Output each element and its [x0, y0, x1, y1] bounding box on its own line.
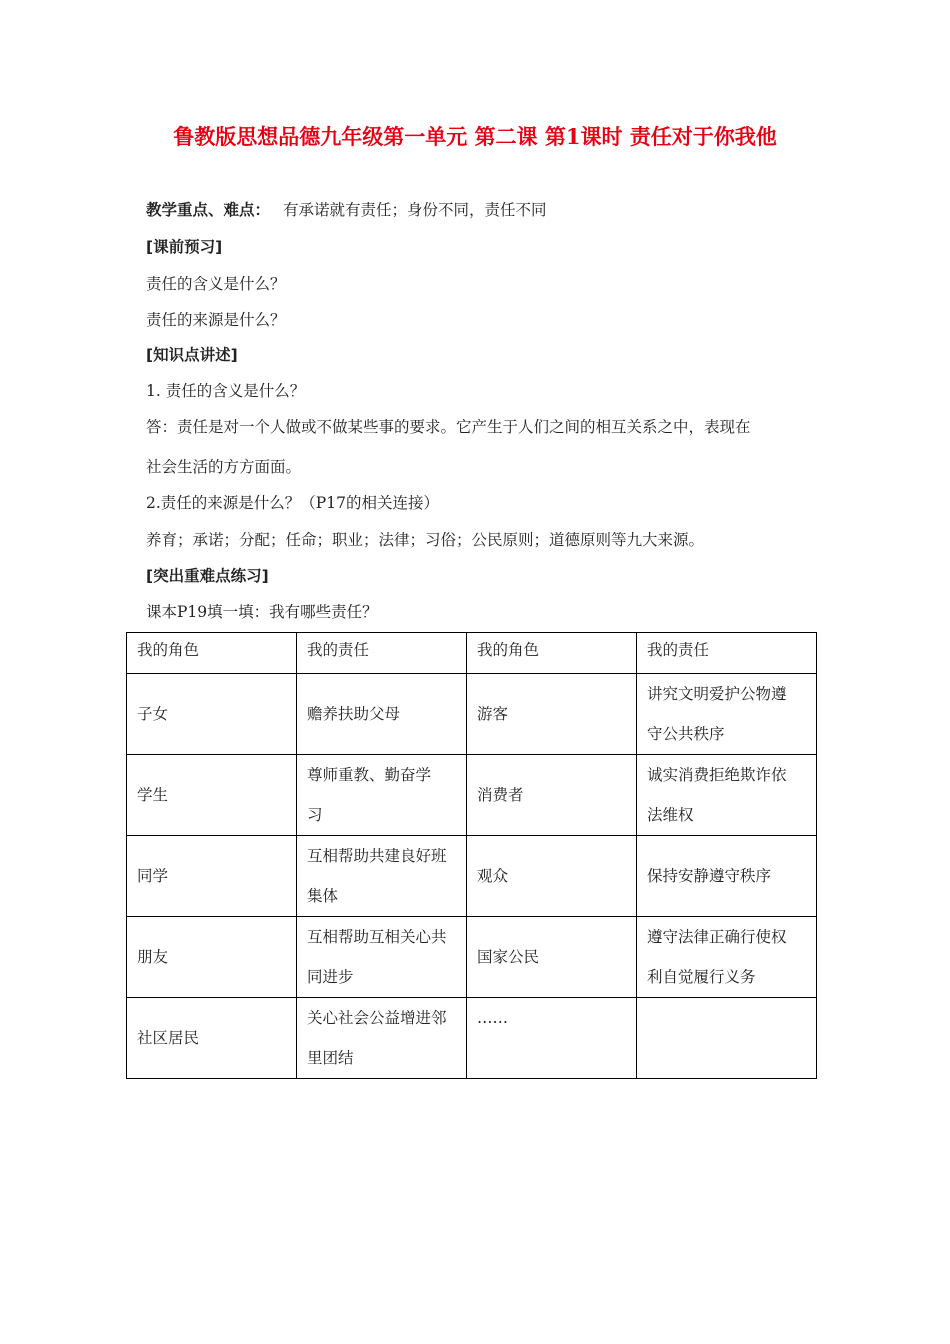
preview-question-2: 责任的来源是什么？ — [146, 311, 286, 329]
table-cell — [637, 755, 817, 836]
cell-line: 遵守法律正确行使权 — [647, 928, 787, 946]
cell-line: …… — [477, 1009, 508, 1027]
preview-question-1: 责任的含义是什么？ — [146, 275, 286, 293]
cell-line: 国家公民 — [477, 948, 540, 966]
table-cell — [127, 755, 297, 836]
knowledge-heading: [知识点讲述] — [146, 346, 238, 364]
cell-line: 关心社会公益增进邻 — [307, 1009, 447, 1027]
table-cell — [297, 674, 467, 755]
cell-line: 朋友 — [137, 948, 169, 966]
table-cell — [297, 755, 467, 836]
cell-line: 里团结 — [307, 1049, 354, 1067]
table-header-row — [127, 633, 817, 674]
table-cell — [637, 836, 817, 917]
document-title: 鲁教版思想品德九年级第一单元 第二课 第1课时 责任对于你我他 — [173, 124, 777, 149]
focus-label: 教学重点、难点： — [146, 201, 271, 219]
knowledge-question-1: 1. 责任的含义是什么？ — [146, 382, 306, 400]
cell-line: 学生 — [137, 786, 169, 804]
table-cell — [467, 755, 637, 836]
cell-line: 利自觉履行义务 — [647, 968, 756, 986]
table-cell — [297, 998, 467, 1079]
table-cell — [127, 917, 297, 998]
table-row — [127, 836, 817, 917]
focus-line — [146, 199, 546, 221]
cell-line: 同学 — [137, 867, 169, 885]
table-cell — [467, 998, 637, 1079]
cell-line: 消费者 — [477, 786, 524, 804]
knowledge-question-2: 2.责任的来源是什么？（P17的相关连接） — [146, 494, 439, 512]
table-cell — [467, 917, 637, 998]
cell-line: 赡养扶助父母 — [307, 705, 401, 723]
cell-line: 互相帮助互相关心共 — [307, 928, 447, 946]
table-row — [127, 674, 817, 755]
table-cell — [297, 836, 467, 917]
header-cell-responsibility: 我的责任 — [297, 633, 467, 674]
table-row — [127, 998, 817, 1079]
cell-line: 守公共秩序 — [647, 725, 725, 743]
table-row — [127, 917, 817, 998]
cell-line: 习 — [307, 806, 323, 824]
practice-heading: [突出重难点练习] — [146, 567, 269, 585]
cell-line: 同进步 — [307, 968, 354, 986]
cell-line: 游客 — [477, 705, 509, 723]
focus-text: 有承诺就有责任；身份不同，责任不同 — [282, 201, 547, 219]
header-cell-role: 我的角色 — [467, 633, 637, 674]
table-cell — [637, 917, 817, 998]
cell-line: 法维权 — [647, 806, 694, 824]
knowledge-answer-1-line-1: 答：责任是对一个人做或不做某些事的要求。它产生于人们之间的相互关系之中，表现在 — [146, 418, 751, 436]
practice-intro: 课本P19填一填：我有哪些责任？ — [146, 603, 378, 621]
cell-line: 社区居民 — [137, 1029, 200, 1047]
table-cell — [637, 998, 817, 1079]
cell-line: 尊师重教、勤奋学 — [307, 766, 432, 784]
cell-line: 集体 — [307, 887, 339, 905]
table-cell — [127, 998, 297, 1079]
knowledge-answer-2: 养育；承诺；分配；任命；职业；法律；习俗；公民原则；道德原则等九大来源。 — [146, 531, 705, 549]
table-cell — [127, 674, 297, 755]
responsibility-table — [126, 632, 817, 1079]
cell-line: 讲究文明爱护公物遵 — [647, 685, 787, 703]
header-cell-responsibility: 我的责任 — [637, 633, 817, 674]
preview-heading: [课前预习] — [146, 238, 223, 256]
cell-line: 子女 — [137, 705, 169, 723]
cell-line: 诚实消费拒绝欺诈依 — [647, 766, 787, 784]
knowledge-answer-1-line-2: 社会生活的方方面面。 — [146, 458, 302, 476]
table-row — [127, 755, 817, 836]
table-cell — [127, 836, 297, 917]
table-cell — [637, 674, 817, 755]
cell-line: 观众 — [477, 867, 509, 885]
cell-line: 保持安静遵守秩序 — [647, 867, 772, 885]
header-cell-role: 我的角色 — [127, 633, 297, 674]
table-cell — [297, 917, 467, 998]
cell-line: 互相帮助共建良好班 — [307, 847, 447, 865]
table-cell — [467, 674, 637, 755]
table-cell — [467, 836, 637, 917]
